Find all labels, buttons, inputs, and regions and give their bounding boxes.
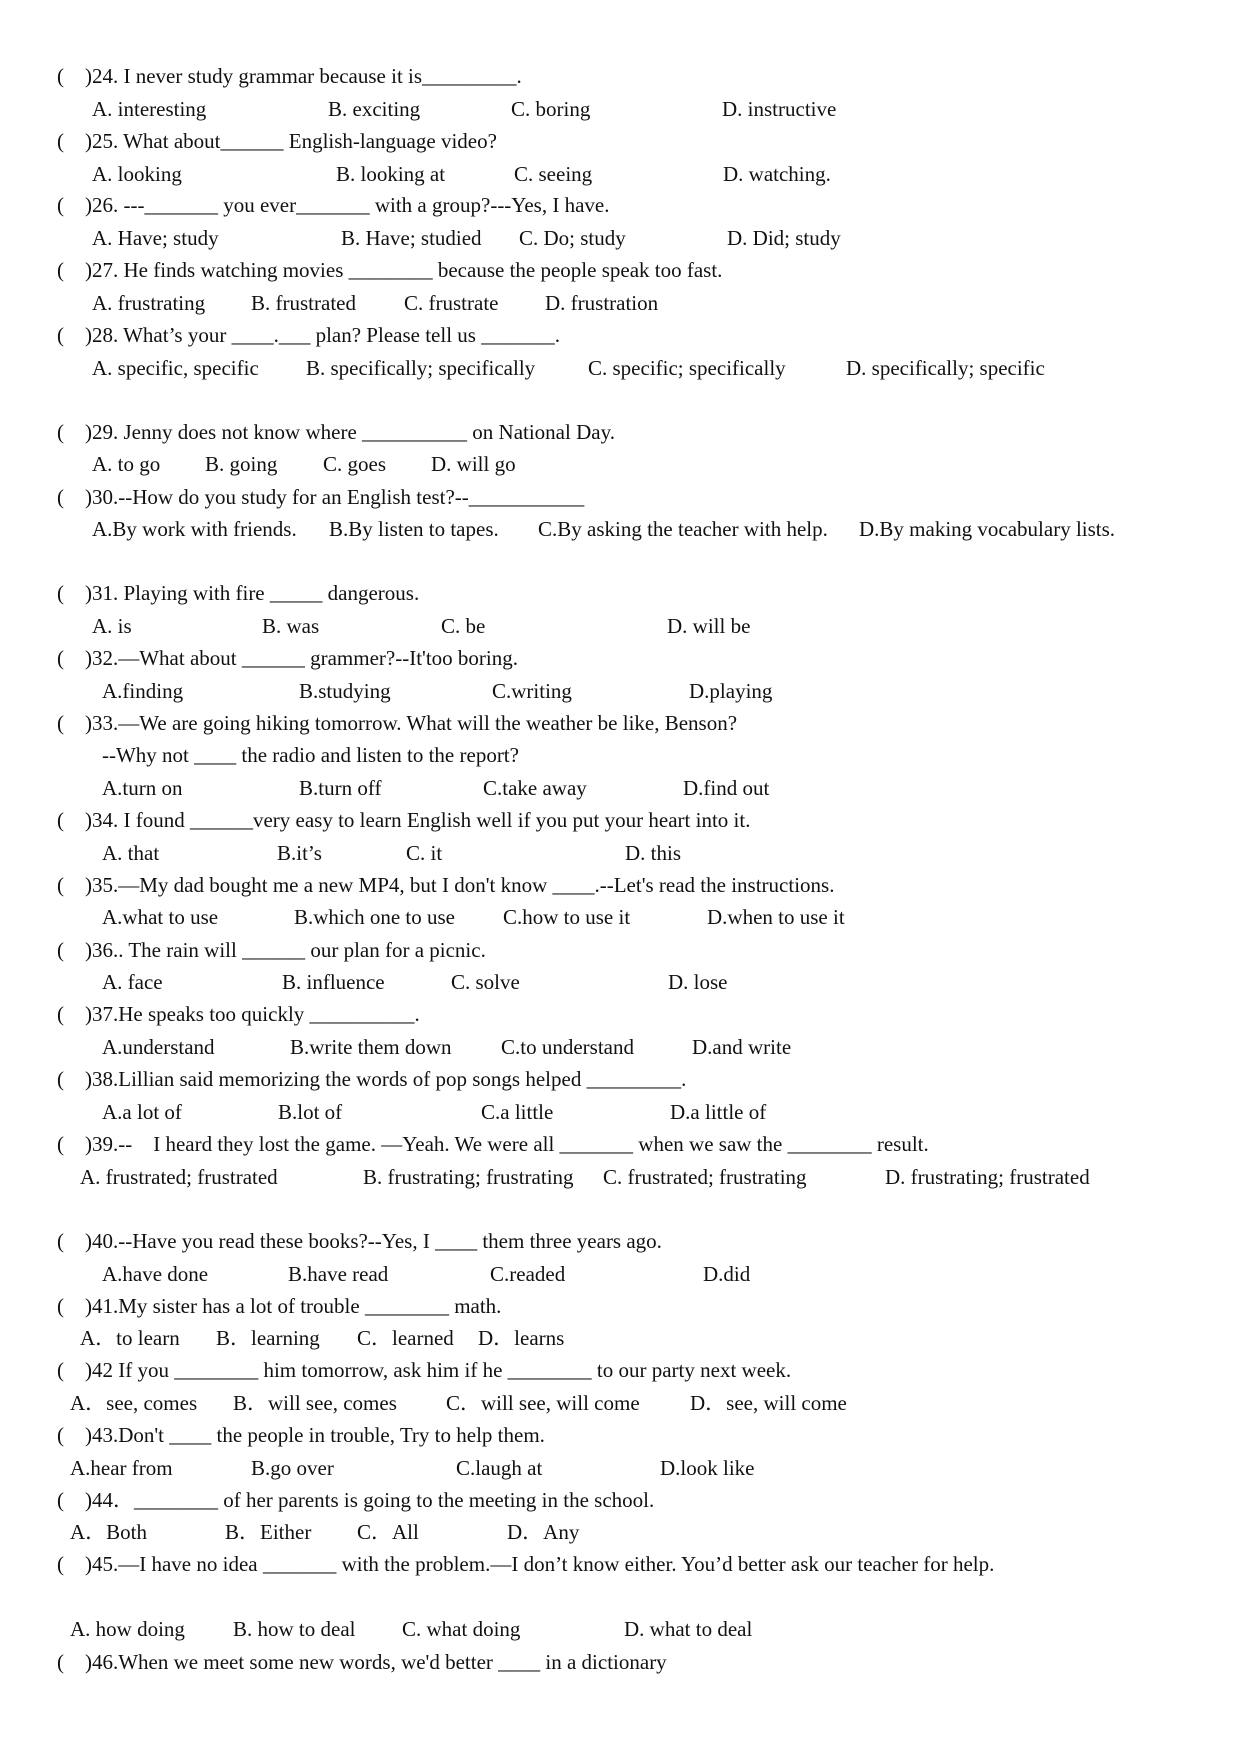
question-33-option-d: D.find out [683, 776, 770, 800]
question-30-stem: ( )30.--How do you study for an English test?--___________ [57, 485, 585, 509]
question-43-option-b: B.go over [251, 1456, 334, 1480]
question-43-option-c: C.laugh at [456, 1456, 543, 1480]
question-44-option-b: B．Either [225, 1520, 312, 1544]
question-43-stem: ( )43.Don't ____ the people in trouble, Try to help them. [57, 1423, 545, 1447]
question-28-option-a: A. specific, specific [92, 356, 259, 380]
question-25-stem: ( )25. What about______ English-language video? [57, 129, 497, 153]
question-38-option-d: D.a little of [670, 1100, 767, 1124]
question-32-option-b: B.studying [299, 679, 391, 703]
question-34-option-a: A. that [102, 841, 160, 865]
question-26-option-d: D. Did; study [727, 226, 841, 250]
question-27-option-a: A. frustrating [92, 291, 206, 315]
question-30-option-a: A.By work with friends. [92, 517, 297, 541]
question-31-option-a: A. is [92, 614, 132, 638]
question-36-option-b: B. influence [282, 970, 385, 994]
question-43-option-a: A.hear from [70, 1456, 173, 1480]
question-35-option-c: C.how to use it [503, 905, 631, 929]
question-41-option-d: D．learns [478, 1326, 565, 1350]
question-44-stem: ( )44．________ of her parents is going to the meeting in the school. [57, 1488, 655, 1512]
question-38-stem: ( )38.Lillian said memorizing the words of pop songs helped _________. [57, 1067, 687, 1091]
question-42-option-d: D．see, will come [690, 1391, 847, 1415]
question-25-option-c: C. seeing [514, 162, 593, 186]
question-32-option-c: C.writing [492, 679, 572, 703]
question-24-option-a: A. interesting [92, 97, 207, 121]
question-42-option-b: B．will see, comes [233, 1391, 397, 1415]
question-34-stem: ( )34. I found ______very easy to learn English well if you put your heart into it. [57, 808, 751, 832]
question-31-option-b: B. was [262, 614, 320, 638]
question-28-option-d: D. specifically; specific [846, 356, 1045, 380]
question-38-option-b: B.lot of [278, 1100, 343, 1124]
question-29-option-b: B. going [205, 452, 278, 476]
question-27-option-b: B. frustrated [251, 291, 356, 315]
question-33-option-b: B.turn off [299, 776, 382, 800]
question-29-option-c: C. goes [323, 452, 386, 476]
question-44-option-d: D．Any [507, 1520, 580, 1544]
question-37-option-b: B.write them down [290, 1035, 452, 1059]
question-40-option-b: B.have read [288, 1262, 389, 1286]
question-44-option-c: C．All [357, 1520, 419, 1544]
question-37-option-d: D.and write [692, 1035, 792, 1059]
question-45-option-d: D. what to deal [624, 1617, 753, 1641]
question-36-stem: ( )36.. The rain will ______ our plan for a picnic. [57, 938, 486, 962]
question-44-option-a: A．Both [70, 1520, 148, 1544]
question-39-option-a: A. frustrated; frustrated [80, 1165, 278, 1189]
question-32-option-d: D.playing [689, 679, 773, 703]
question-31-stem: ( )31. Playing with fire _____ dangerous. [57, 581, 420, 605]
question-41-option-a: A．to learn [80, 1326, 180, 1350]
question-40-stem: ( )40.--Have you read these books?--Yes, I ____ them three years ago. [57, 1229, 662, 1253]
question-29-stem: ( )29. Jenny does not know where __________ on National Day. [57, 420, 615, 444]
question-27-option-c: C. frustrate [404, 291, 499, 315]
question-45-option-c: C. what doing [402, 1617, 521, 1641]
question-24-stem: ( )24. I never study grammar because it is_________. [57, 64, 522, 88]
question-34-option-d: D. this [625, 841, 682, 865]
question-33-option-a: A.turn on [102, 776, 183, 800]
question-42-option-a: A．see, comes [70, 1391, 198, 1415]
question-40-option-a: A.have done [102, 1262, 209, 1286]
question-37-option-a: A.understand [102, 1035, 215, 1059]
question-25-option-d: D. watching. [723, 162, 831, 186]
question-37-stem: ( )37.He speaks too quickly __________. [57, 1002, 420, 1026]
question-26-option-b: B. Have; studied [341, 226, 482, 250]
question-28-option-c: C. specific; specifically [588, 356, 786, 380]
question-24-option-b: B. exciting [328, 97, 421, 121]
question-40-option-d: D.did [703, 1262, 751, 1286]
question-30-option-b: B.By listen to tapes. [329, 517, 499, 541]
question-39-option-c: C. frustrated; frustrating [603, 1165, 807, 1189]
question-35-option-d: D.when to use it [707, 905, 845, 929]
question-33-stem: ( )33.—We are going hiking tomorrow. What will the weather be like, Benson? [57, 711, 738, 735]
question-41-stem: ( )41.My sister has a lot of trouble ________ math. [57, 1294, 502, 1318]
question-34-option-b: B.it’s [277, 841, 322, 865]
question-46-stem: ( )46.When we meet some new words, we'd better ____ in a dictionary [57, 1650, 667, 1674]
question-41-option-c: C．learned [357, 1326, 454, 1350]
question-33-option-c: C.take away [483, 776, 587, 800]
question-36-option-d: D. lose [668, 970, 728, 994]
question-37-option-c: C.to understand [501, 1035, 634, 1059]
question-41-option-b: B．learning [216, 1326, 320, 1350]
question-40-option-c: C.readed [490, 1262, 566, 1286]
question-25-option-b: B. looking at [336, 162, 446, 186]
question-35-stem: ( )35.—My dad bought me a new MP4, but I don't know ____.--Let's read the instructions. [57, 873, 835, 897]
question-30-option-d: D.By making vocabulary lists. [859, 517, 1116, 541]
question-32-option-a: A.finding [102, 679, 184, 703]
question-45-stem: ( )45.—I have no idea _______ with the problem.—I don’t know either. You’d better ask our teacher for help. [57, 1552, 995, 1576]
question-34-option-c: C. it [406, 841, 443, 865]
question-36-option-a: A. face [102, 970, 163, 994]
question-35-option-a: A.what to use [102, 905, 219, 929]
question-38-option-a: A.a lot of [102, 1100, 182, 1124]
question-27-option-d: D. frustration [545, 291, 659, 315]
question-25-option-a: A. looking [92, 162, 182, 186]
question-38-option-c: C.a little [481, 1100, 554, 1124]
question-26-option-c: C. Do; study [519, 226, 626, 250]
question-27-stem: ( )27. He finds watching movies ________ because the people speak too fast. [57, 258, 723, 282]
question-43-option-d: D.look like [660, 1456, 755, 1480]
question-45-option-a: A. how doing [70, 1617, 185, 1641]
question-39-option-b: B. frustrating; frustrating [363, 1165, 574, 1189]
question-42-option-c: C．will see, will come [446, 1391, 640, 1415]
question-32-stem: ( )32.—What about ______ grammer?--It'too boring. [57, 646, 518, 670]
question-28-stem: ( )28. What’s your ____.___ plan? Please tell us _______. [57, 323, 560, 347]
question-35-option-b: B.which one to use [294, 905, 455, 929]
question-29-option-d: D. will go [431, 452, 516, 476]
question-26-option-a: A. Have; study [92, 226, 219, 250]
question-26-stem: ( )26. ---_______ you ever_______ with a group?---Yes, I have. [57, 193, 610, 217]
question-31-option-c: C. be [441, 614, 486, 638]
question-36-option-c: C. solve [451, 970, 520, 994]
question-42-stem: ( )42 If you ________ him tomorrow, ask him if he ________ to our party next week. [57, 1358, 792, 1382]
question-39-stem: ( )39.-- I heard they lost the game. —Yeah. We were all _______ when we saw the ________ result. [57, 1132, 929, 1156]
question-24-option-c: C. boring [511, 97, 591, 121]
question-24-option-d: D. instructive [722, 97, 837, 121]
question-45-option-b: B. how to deal [233, 1617, 356, 1641]
question-31-option-d: D. will be [667, 614, 751, 638]
question-39-option-d: D. frustrating; frustrated [885, 1165, 1090, 1189]
question-28-option-b: B. specifically; specifically [306, 356, 536, 380]
question-30-option-c: C.By asking the teacher with help. [538, 517, 828, 541]
question-29-option-a: A. to go [92, 452, 161, 476]
question-33-stem-continued: --Why not ____ the radio and listen to the report? [102, 743, 519, 767]
